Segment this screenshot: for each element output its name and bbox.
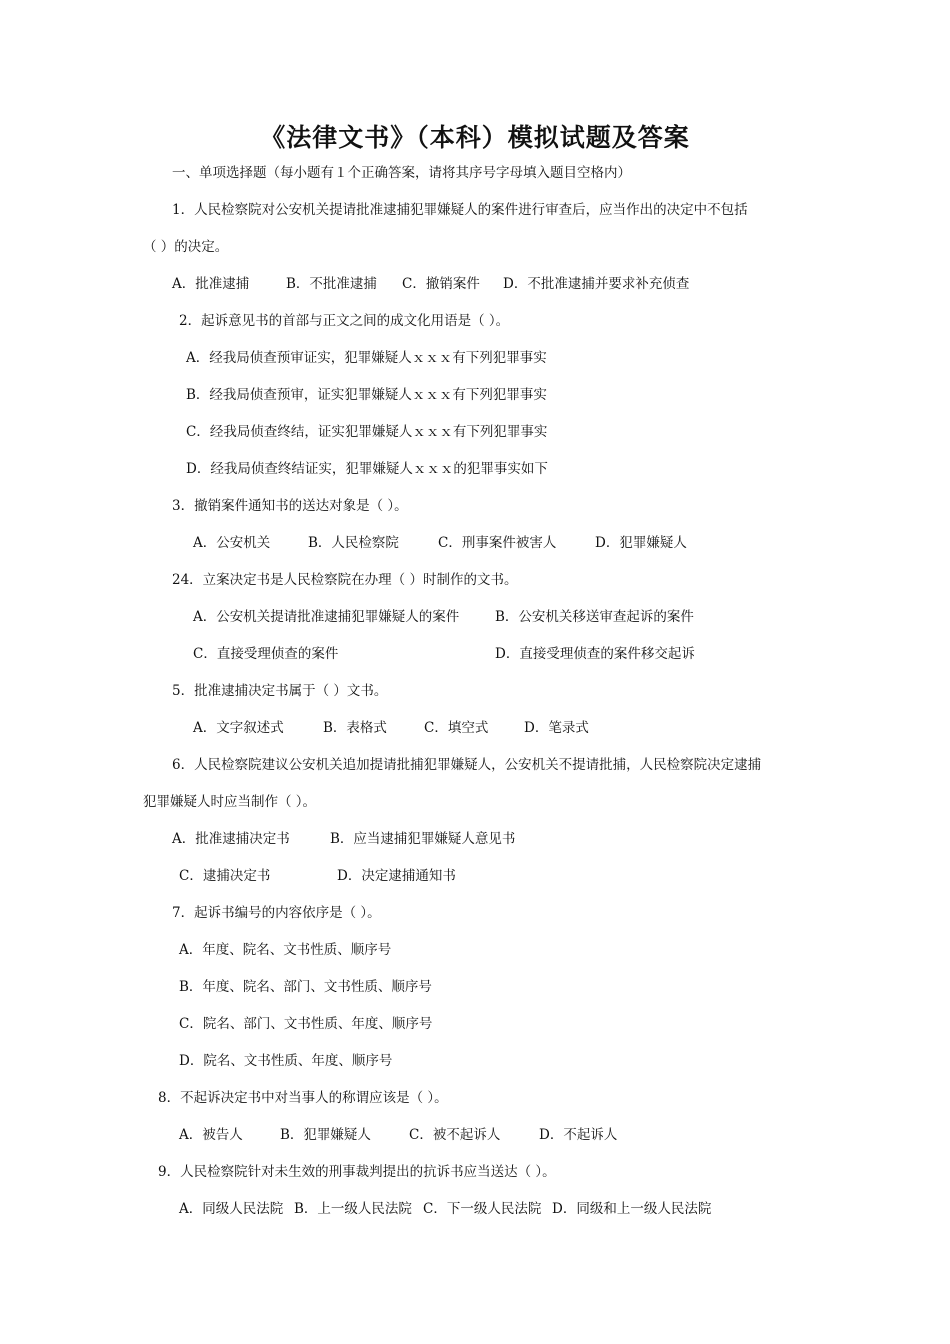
document-title: 《法律文书》（本科）模拟试题及答案 xyxy=(260,123,690,152)
q8-option-d: D．不起诉人 xyxy=(539,1127,618,1143)
question-4: 24．立案决定书是人民检察院在办理（ ）时制作的文书。 xyxy=(172,572,518,588)
q5-option-d: D．笔录式 xyxy=(524,720,589,736)
q7-option-b: B．年度、院名、部门、文书性质、顺序号 xyxy=(179,979,432,995)
q7-option-a: A．年度、院名、文书性质、顺序号 xyxy=(179,942,392,958)
q1-option-d: D．不批准逮捕并要求补充侦查 xyxy=(503,276,690,292)
question-8: 8．不起诉决定书中对当事人的称谓应该是（ ）。 xyxy=(158,1090,448,1106)
q1-option-b: B．不批准逮捕 xyxy=(286,276,377,292)
q2-option-c: C．经我局侦查终结，证实犯罪嫌疑人ｘｘｘ有下列犯罪事实 xyxy=(186,424,548,440)
question-6: 6．人民检察院建议公安机关追加提请批捕犯罪嫌疑人，公安机关不提请批捕，人民检察院决定逮捕 xyxy=(172,757,762,773)
question-5: 5．批准逮捕决定书属于（ ）文书。 xyxy=(172,683,388,699)
question-1-cont: （ ）的决定。 xyxy=(143,239,229,255)
q4-option-d: D．直接受理侦查的案件移交起诉 xyxy=(495,646,695,662)
question-9: 9．人民检察院针对未生效的刑事裁判提出的抗诉书应当送达（ ）。 xyxy=(158,1164,556,1180)
q4-option-a: A．公安机关提请批准逮捕犯罪嫌疑人的案件 xyxy=(193,609,460,625)
q6-option-d: D．决定逮捕通知书 xyxy=(337,868,456,884)
q1-option-a: A．批准逮捕 xyxy=(172,276,250,292)
q4-option-c: C．直接受理侦查的案件 xyxy=(193,646,339,662)
q9-option-c: C．下一级人民法院 xyxy=(423,1201,542,1217)
q3-option-c: C．刑事案件被害人 xyxy=(438,535,557,551)
question-3: 3．撤销案件通知书的送达对象是（ ）。 xyxy=(172,498,408,514)
q7-option-c: C．院名、部门、文书性质、年度、顺序号 xyxy=(179,1016,433,1032)
question-2: 2．起诉意见书的首部与正文之间的成文化用语是（ ）。 xyxy=(179,313,510,329)
question-6-cont: 犯罪嫌疑人时应当制作（ ）。 xyxy=(143,794,317,810)
q2-option-b: B．经我局侦查预审，证实犯罪嫌疑人ｘｘｘ有下列犯罪事实 xyxy=(186,387,547,403)
q9-option-b: B．上一级人民法院 xyxy=(294,1201,412,1217)
q3-option-a: A．公安机关 xyxy=(193,535,271,551)
q8-option-a: A．被告人 xyxy=(179,1127,243,1143)
q5-option-c: C．填空式 xyxy=(424,720,489,736)
q4-option-b: B．公安机关移送审查起诉的案件 xyxy=(495,609,694,625)
q9-option-d: D．同级和上一级人民法院 xyxy=(552,1201,712,1217)
q1-option-c: C．撤销案件 xyxy=(402,276,480,292)
q9-option-a: A．同级人民法院 xyxy=(179,1201,284,1217)
q2-option-a: A．经我局侦查预审证实，犯罪嫌疑人ｘｘｘ有下列犯罪事实 xyxy=(186,350,547,366)
question-7: 7．起诉书编号的内容依序是（ ）。 xyxy=(172,905,381,921)
q5-option-b: B．表格式 xyxy=(323,720,387,736)
section-heading: 一、单项选择题（每小题有１个正确答案，请将其序号字母填入题目空格内） xyxy=(172,165,631,181)
q3-option-d: D．犯罪嫌疑人 xyxy=(595,535,687,551)
q2-option-d: D．经我局侦查终结证实，犯罪嫌疑人ｘｘｘ的犯罪事实如下 xyxy=(186,461,548,477)
question-1: 1．人民检察院对公安机关提请批准逮捕犯罪嫌疑人的案件进行审查后，应当作出的决定中不包括 xyxy=(172,202,748,218)
q6-option-c: C．逮捕决定书 xyxy=(179,868,271,884)
q8-option-c: C．被不起诉人 xyxy=(409,1127,501,1143)
q3-option-b: B．人民检察院 xyxy=(308,535,399,551)
q7-option-d: D．院名、文书性质、年度、顺序号 xyxy=(179,1053,393,1069)
q8-option-b: B．犯罪嫌疑人 xyxy=(280,1127,371,1143)
q6-option-b: B．应当逮捕犯罪嫌疑人意见书 xyxy=(330,831,516,847)
q5-option-a: A．文字叙述式 xyxy=(193,720,284,736)
q6-option-a: A．批准逮捕决定书 xyxy=(172,831,290,847)
